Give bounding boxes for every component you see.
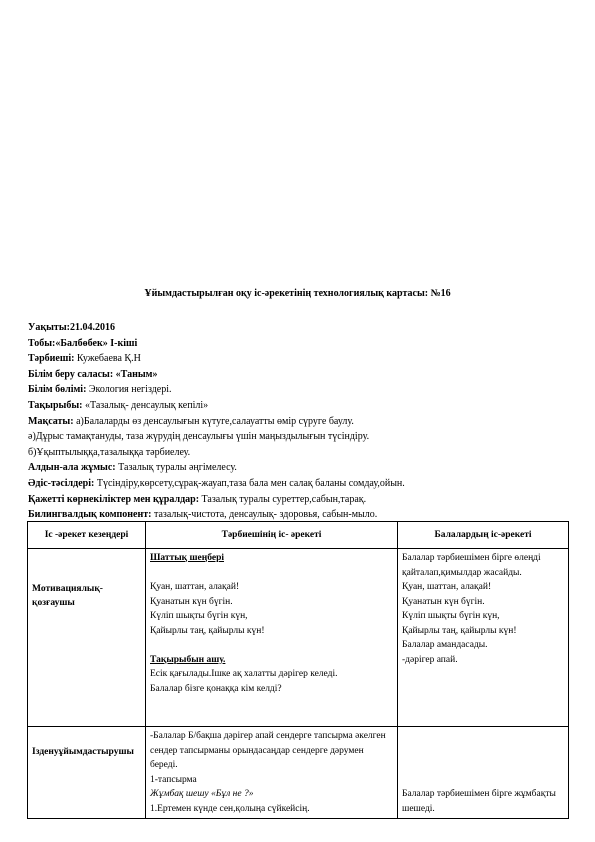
meta-line bbox=[28, 367, 578, 383]
riddle-line: 1.Ертемен күнде сен,қолыңа сүйкейсің. bbox=[150, 803, 310, 814]
children-cell bbox=[398, 549, 569, 727]
children-text: Балалар амандасады. bbox=[402, 640, 488, 650]
table-row-search bbox=[28, 727, 569, 819]
header-teacher: Тәрбиешінің іс- әрекеті bbox=[146, 522, 398, 549]
riddle-title: Жұмбақ шешу «Бұл не ?» bbox=[150, 789, 254, 799]
meta-value: б)Ұқыптылыққа,тазалыққа тәрбиелеу. bbox=[28, 446, 191, 458]
children-text: Күліп шықты бүгін күн, bbox=[402, 611, 500, 621]
table-header-row bbox=[28, 522, 569, 549]
poem-line: Қуанатын күн бүгін. bbox=[150, 596, 233, 607]
teacher-text-line: 1-тапсырма bbox=[150, 774, 197, 785]
meta-line bbox=[28, 414, 578, 430]
meta-value: Тазалық туралы әңгімелесу. bbox=[115, 462, 237, 474]
stage-name: Мотивациялық-қозғаушы bbox=[32, 583, 103, 608]
meta-value: тазалық-чистота, денсаулық- здоровья, сабын-мыло. bbox=[151, 509, 378, 521]
meta-key: Тақырыбы: bbox=[28, 399, 83, 411]
meta-key: Қажетті көрнекіліктер мен құралдар: bbox=[28, 493, 200, 505]
children-cell bbox=[398, 727, 569, 819]
children-text: Балалар тәрбиешімен бірге өлеңді қайталап,қимылдар жасайды. bbox=[402, 553, 541, 578]
meta-key: Мақсаты: bbox=[28, 415, 74, 427]
table-row-motivation bbox=[28, 549, 569, 727]
meta-value: Экология негіздері. bbox=[86, 384, 172, 396]
meta-line bbox=[28, 382, 578, 398]
meta-line bbox=[28, 429, 578, 445]
header-children: Балалардың іс-әрекеті bbox=[398, 522, 569, 549]
teacher-text-line: Балалар бізге қонаққа кім келді? bbox=[150, 683, 282, 694]
meta-value: Тазалық туралы суреттер,сабын,тарақ. bbox=[199, 493, 367, 505]
meta-line bbox=[28, 398, 578, 414]
meta-value: «Таным» bbox=[113, 368, 158, 380]
poem-line: Күліп шықты бүгін күн, bbox=[150, 611, 248, 621]
stage-name: Ізденуұйымдастырушы bbox=[32, 747, 134, 757]
meta-key: Білім бөлімі: bbox=[28, 384, 87, 396]
children-text: Қайырлы таң, қайырлы күн! bbox=[402, 625, 517, 636]
children-text: Балалар тәрбиешімен бірге жұмбақты шешеді. bbox=[402, 789, 556, 814]
document-title: Ұйымдастырылған оқу іс-әрекетінің технологиялық картасы: №16 bbox=[144, 288, 451, 299]
meta-line bbox=[28, 476, 578, 492]
children-text: Қуанатын күн бүгін. bbox=[402, 596, 485, 607]
teacher-text-line: Есік қағылады.Ішке ақ халатты дәрігер келеді. bbox=[150, 669, 338, 679]
children-text: -дәрігер апай. bbox=[402, 654, 458, 665]
children-text: Қуан, шаттан, алақай! bbox=[402, 582, 492, 592]
meta-value: «Балбөбек» I-кіші bbox=[55, 337, 138, 349]
teacher-heading-2: Тақырыбын ашу. bbox=[150, 654, 226, 665]
meta-line bbox=[28, 351, 578, 367]
meta-value: а)Балаларды өз денсаулығын күтуге,салауатты өмір сүруге баулу. bbox=[73, 415, 354, 427]
meta-key: Тәрбиеші: bbox=[28, 353, 75, 365]
meta-key: Тобы: bbox=[28, 337, 56, 349]
meta-value: 21.04.2016 bbox=[69, 322, 115, 333]
meta-line bbox=[28, 492, 578, 508]
meta-value: Кужебаева Қ.Н bbox=[74, 353, 141, 365]
meta-line bbox=[28, 460, 578, 476]
meta-key: Білім беру саласы: bbox=[28, 368, 114, 380]
header-stage: Іс -әрекет кезеңдері bbox=[28, 522, 146, 549]
lesson-meta bbox=[28, 320, 578, 523]
meta-value: ә)Дұрыс тамақтануды, таза жүрудің денсаулығы үшін маңыздылығын түсіндіру. bbox=[28, 431, 370, 443]
teacher-heading: Шаттық шеңбері bbox=[150, 553, 225, 563]
meta-line bbox=[28, 320, 578, 336]
teacher-cell bbox=[146, 549, 398, 727]
meta-key: Алдын-ала жұмыс: bbox=[28, 462, 116, 474]
meta-line bbox=[28, 445, 578, 461]
meta-key: Билингвалдық компонент: bbox=[28, 509, 152, 521]
teacher-text-line: -Балалар Б/бақша дәрігер апай сендерге тапсырма әкелген сендер тапсырманы орындасаңдар сендерге дәрумен береді. bbox=[150, 731, 386, 770]
meta-key: Әдіс-тәсілдері: bbox=[28, 477, 95, 489]
lesson-plan-table bbox=[27, 521, 569, 819]
stage-cell bbox=[28, 549, 146, 727]
poem-line: Қуан, шаттан, алақай! bbox=[150, 582, 240, 592]
teacher-cell bbox=[146, 727, 398, 819]
stage-cell bbox=[28, 727, 146, 819]
meta-key: Уақыты: bbox=[28, 322, 70, 333]
meta-value: «Тазалық- денсаулық кепілі» bbox=[82, 399, 209, 411]
poem-line: Қайырлы таң, қайырлы күн! bbox=[150, 625, 265, 636]
meta-value: Түсіндіру,көрсету,сұрақ-жауап,таза бала мен салақ баланы сомдау,ойын. bbox=[94, 477, 405, 489]
meta-line bbox=[28, 336, 578, 352]
